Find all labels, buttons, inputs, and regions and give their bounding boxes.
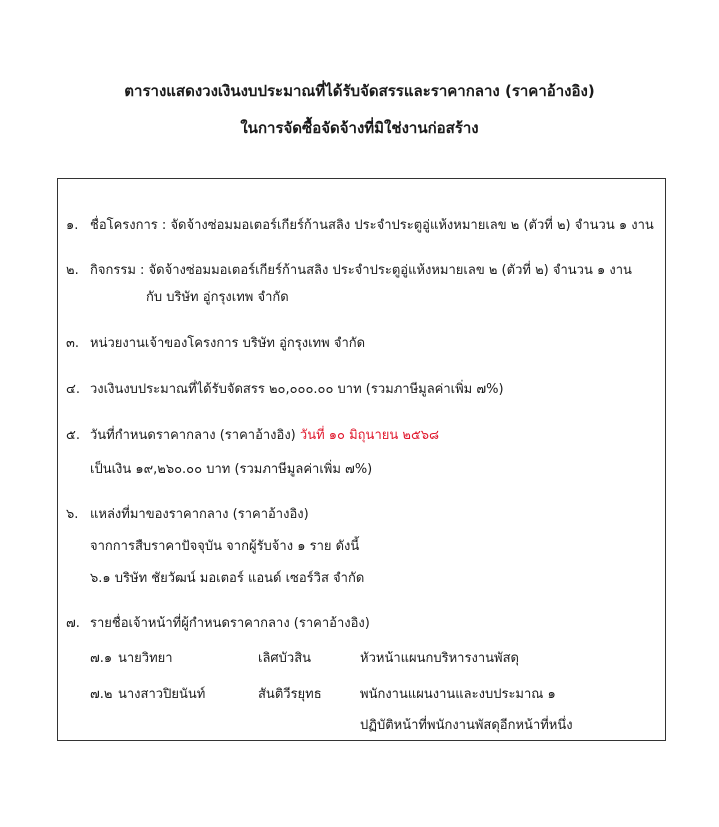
item-7-number: ๗. <box>66 616 80 631</box>
item-6-vendor: ๖.๑ บริษัท ชัยวัฒน์ มอเตอร์ แอนด์ เซอร์วิส จำกัด <box>90 571 365 586</box>
officer-2-index: ๗.๒ <box>90 687 113 702</box>
item-3-number: ๓. <box>66 336 80 351</box>
item-6-source-detail: จากการสืบราคาปัจจุบัน จากผู้รับจ้าง ๑ ราย ดังนี้ <box>90 539 360 554</box>
item-6-number: ๖. <box>66 507 79 522</box>
item-1-number: ๑. <box>66 218 79 233</box>
officer-1-index: ๗.๑ <box>90 651 113 666</box>
item-3-owner-agency: หน่วยงานเจ้าของโครงการ บริษัท อู่กรุงเทพ จำกัด <box>90 336 366 351</box>
item-1-project-name: ชื่อโครงการ : จัดจ้างซ่อมมอเตอร์เกียร์ก้านสลิง ประจำประตูอู่แห้งหมายเลข ๒ (ตัวที่ ๒) จำนวน ๑ งาน <box>90 218 654 233</box>
item-2-number: ๒. <box>66 263 79 278</box>
item-4-number: ๔. <box>66 382 80 397</box>
document-subtitle: ในการจัดซื้อจัดจ้างที่มิใช่งานก่อสร้าง <box>240 119 479 137</box>
item-6-price-source: แหล่งที่มาของราคากลาง (ราคาอ้างอิง) <box>90 507 309 522</box>
officer-1-first-name: นายวิทยา <box>118 651 173 666</box>
item-5-date: วันที่ ๑๐ มิถุนายน ๒๕๖๘ <box>299 428 440 443</box>
item-7-officers-heading: รายชื่อเจ้าหน้าที่ผู้กำหนดราคากลาง (ราคาอ้างอิง) <box>90 616 370 631</box>
item-5-reference-price-date <box>90 424 439 445</box>
officer-2-last-name: สันติวีรยุทธ <box>258 687 322 702</box>
officer-1-position: หัวหน้าแผนกบริหารงานพัสดุ <box>360 651 519 666</box>
item-2-contractor: กับ บริษัท อู่กรุงเทพ จำกัด <box>146 290 289 305</box>
item-5-label: วันที่กำหนดราคากลาง (ราคาอ้างอิง) <box>90 428 296 443</box>
item-5-amount: เป็นเงิน ๑๙,๒๖๐.๐๐ บาท (รวมภาษีมูลค่าเพิ่ม ๗%) <box>90 462 373 477</box>
officer-2-position-extra: ปฏิบัติหน้าที่พนักงานพัสดุอีกหน้าที่หนึ่ง <box>360 718 573 733</box>
officer-2-first-name: นางสาวปิยนันท์ <box>118 687 206 702</box>
document-title: ตารางแสดงวงเงินงบประมาณที่ได้รับจัดสรรและราคากลาง (ราคาอ้างอิง) <box>124 82 595 100</box>
officer-2-position: พนักงานแผนงานและงบประมาณ ๑ <box>360 687 556 702</box>
item-2-activity: กิจกรรม : จัดจ้างซ่อมมอเตอร์เกียร์ก้านสลิง ประจำประตูอู่แห้งหมายเลข ๒ (ตัวที่ ๒) จำนวน ๑ งาน <box>90 263 632 278</box>
item-4-budget: วงเงินงบประมาณที่ได้รับจัดสรร ๒๐,๐๐๐.๐๐ บาท (รวมภาษีมูลค่าเพิ่ม ๗%) <box>90 382 504 397</box>
officer-1-last-name: เลิศบัวสิน <box>258 651 312 666</box>
item-5-number: ๕. <box>66 428 80 443</box>
